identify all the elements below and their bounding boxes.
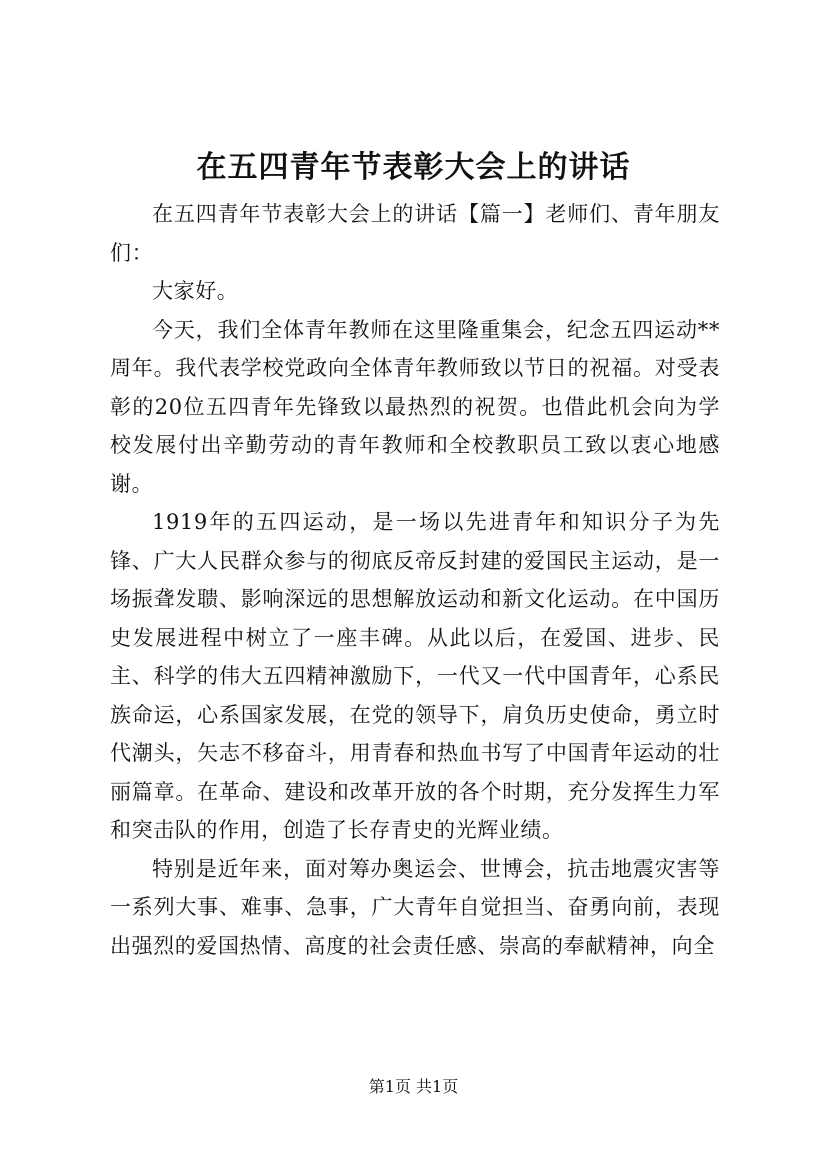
paragraph-history: 1919年的五四运动，是一场以先进青年和知识分子为先锋、广大人民群众参与的彻底反帝反封建的爱国民主运动，是一场振聋发聩、影响深远的思想解放运动和新文化运动。在中国历史发展进程中树立了一座丰碑。从此以后，在爱国、进步、民主、科学的伟大五四精神激励下，一代又一代中国青年，心系民族命运，心系国家发展，在党的领导下，肩负历史使命，勇立时代潮头，矢志不移奋斗，用青春和热血书写了中国青年运动的壮丽篇章。在革命、建设和改革开放的各个时期，充分发挥生力军和突击队的作用，创造了长存青史的光辉业绩。 (110, 510, 720, 842)
paragraph-commemoration: 今天，我们全体青年教师在这里隆重集会，纪念五四运动**周年。我代表学校党政向全体青年教师致以节日的祝福。对受表彰的20位五四青年先锋致以最热烈的祝贺。也借此机会向为学校发展付出辛勤劳动的青年教师和全校教职员工致以衷心地感谢。 (110, 317, 720, 496)
page-footer: 第1页 共1页 (368, 1077, 459, 1096)
paragraph-recent-years: 特别是近年来，面对筹办奥运会、世博会，抗击地震灾害等一系列大事、难事、急事，广大青年自觉担当、奋勇向前，表现出强烈的爱国热情、高度的社会责任感、崇高的奉献精神，向全 (110, 856, 720, 958)
paragraph-intro: 在五四青年节表彰大会上的讲话【篇一】老师们、青年朋友们： (110, 202, 720, 265)
document-body (110, 195, 720, 965)
document-title: 在五四青年节表彰大会上的讲话 (196, 150, 631, 185)
paragraph-greeting: 大家好。 (152, 279, 239, 303)
